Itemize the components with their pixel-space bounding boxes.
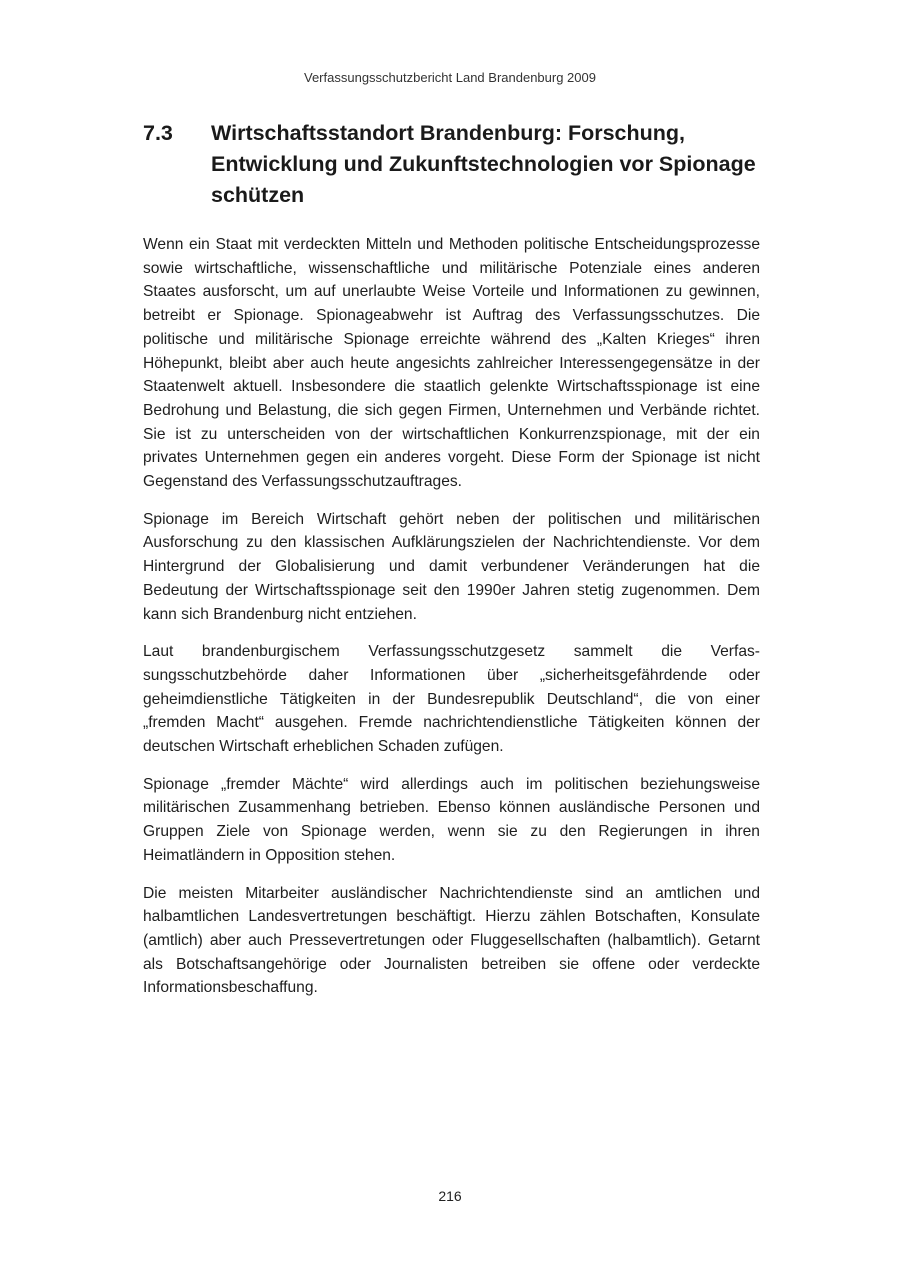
section-title: Wirtschaftsstandort Brandenburg: Forschung, Entwicklung und Zukunftstechnologien vor Spionage schützen (211, 121, 756, 207)
section-number: 7.3 (143, 121, 173, 145)
section-heading (143, 118, 783, 211)
paragraph: Die meisten Mitarbeiter ausländischer Nachrichtendienste sind an amtlichen und halbamtlichen Landesvertretungen beschäftigt. Hierzu zählen Botschaften, Konsulate (amtlich) aber auch Pressevertretungen oder Fluggesellschaften (halbamtlich). Getarnt als Botschaftsangehörige oder Journalisten betreiben sie offene oder verdeckte Informationsbeschaffung. (143, 884, 760, 997)
body-text (143, 233, 760, 1014)
paragraph: Spionage im Bereich Wirtschaft gehört neben der politischen und militärischen Ausforschung zu den klassischen Aufklärungszielen der Nachrichtendienste. Vor dem Hintergrund der Globalisierung und damit verbundener Veränderungen hat die Bedeutung der Wirtschaftsspionage seit den 1990er Jahren stetig zugenommen. Dem kann sich Brandenburg nicht entziehen. (143, 510, 760, 623)
paragraph: Spionage „fremder Mächte“ wird allerdings auch im politischen beziehungsweise militärischen Zusammenhang betrieben. Ebenso können ausländische Personen und Gruppen Ziele von Spionage werden, wenn sie zu den Regierungen in ihren Heimatländern in Opposition stehen. (143, 775, 760, 864)
page-number: 216 (438, 1188, 462, 1204)
paragraph: Wenn ein Staat mit verdeckten Mitteln und Methoden politische Entscheidungsprozesse sowie wirtschaftliche, wissenschaftliche und militärische Potenziale eines anderen Staates ausforscht, um auf unerlaubte Weise Vorteile und Informationen zu gewinnen, betreibt er Spionage. Spionageabwehr ist Auftrag des Verfassungsschutzes. Die politische und militärische Spionage erreichte während des „Kalten Krieges“ ihren Höhepunkt, bleibt aber auch heute angesichts zahlreicher Interessengegensätze in der Staatenwelt aktuell. Insbesondere die staatlich gelenkte Wirtschaftsspionage ist eine Bedrohung und Belastung, die sich gegen Firmen, Unternehmen und Verbände richtet. Sie ist zu unterscheiden von der wirtschaftlichen Konkurrenzspionage, mit der ein privates Unternehmen gegen ein anderes vorgeht. Diese Form der Spionage ist nicht Gegenstand des Verfassungsschutzauftrages. (143, 236, 760, 491)
running-header: Verfassungsschutzbericht Land Brandenburg 2009 (304, 70, 596, 85)
paragraph: Laut brandenburgischem Verfassungsschutzgesetz sammelt die Verfassungsschutzbehörde daher Informationen über „sicherheitsgefährdende oder geheimdienstliche Tätigkeiten in der Bundesrepublik Deutschland“, die von einer „fremden Macht“ ausgehen. Fremde nachrichtendienstliche Tätigkeiten können der deutschen Wirtschaft erheblichen Schaden zufügen. (143, 643, 760, 756)
